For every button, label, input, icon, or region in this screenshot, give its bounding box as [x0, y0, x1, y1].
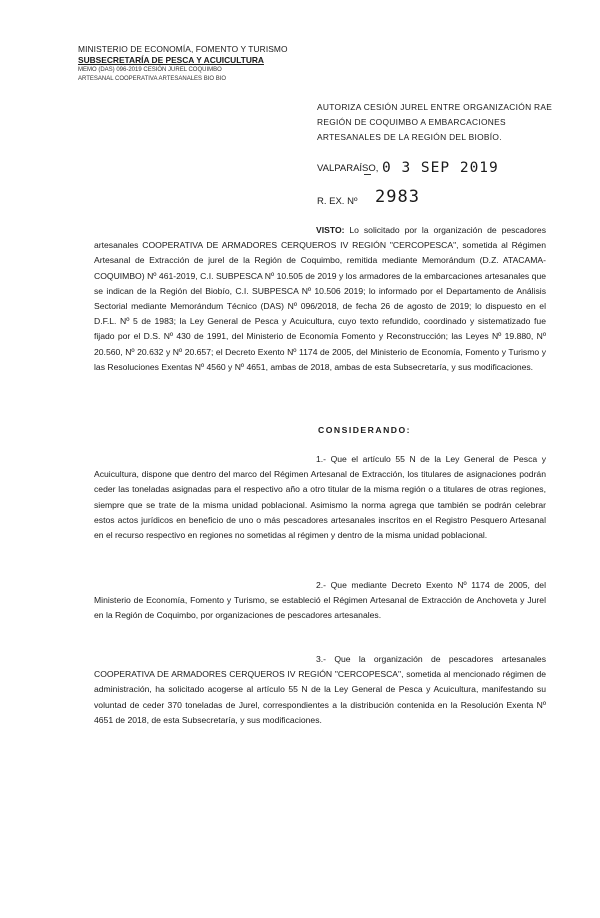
memo-reference-line-1: MEMO (DAS) 096-2019 CESIÓN JUREL COQUIMBO	[78, 67, 222, 73]
date-stamp: 0 3 SEP 2019	[382, 160, 499, 176]
considerando-paragraph-2	[94, 578, 546, 624]
memo-reference-line-2: ARTESANAL COOPERATIVA ARTESANALES BIO BIO	[78, 76, 227, 82]
visto-text: Lo solicitado por la organización de pescadores artesanales COOPERATIVA DE ARMADORES CERQUEROS IV REGIÓN "CERCOPESCA", sometida al Régimen Artesanal de Extracción de jurel de la Región de Coquimbo, remitida mediante Memorándum (D.Z. ATACAMA-COQUIMBO) Nº 461-2019, C.I. SUBPESCA Nº 10.505 de 2019 y los armadores de la embarcaciones artesanales que se indican de la Región del Biobío, C.I. SUBPESCA Nº 10.506 2019; lo informado por el Departamento de Análisis Sectorial mediante Memorándum Técnico (DAS) Nº 096/2018, de fecha 26 de agosto de 2019; lo dispuesto en el D.F.L. Nº 5 de 1983; la Ley General de Pesca y Acuicultura, cuyo texto refundido, coordinado y sistematizado fue fijado por el D.S. Nº 430 de 1991, del Ministerio de Economía Fomento y Reconstrucción; las Leyes Nº 19.880, Nº 20.560, Nº 20.632 y Nº 20.657; el Decreto Exento Nº 1174 de 2005, del Ministerio de Economía, Fomento y Turismo y las Resoluciones Exentas Nº 4560 y Nº 4651, ambas de 2018, ambas de esta Subsecretaría, y sus modificaciones.	[94, 225, 546, 372]
considerando-paragraph-1	[94, 452, 546, 543]
resolution-subject: AUTORIZA CESIÓN JUREL ENTRE ORGANIZACIÓN RAE REGIÓN DE COQUIMBO A EMBARCACIONES ARTESANALES DE LA REGIÓN DEL BIOBÍO.	[317, 102, 553, 142]
considerando-heading: CONSIDERANDO:	[318, 425, 412, 435]
considerando-p2-text: 2.- Que mediante Decreto Exento Nº 1174 de 2005, del Ministerio de Economía, Fomento y Turismo, se estableció el Régimen Artesanal de Extracción de Anchoveta y Jurel en la Región de Coquimbo, por organizaciones de pescadores artesanales.	[94, 580, 546, 621]
visto-paragraph	[94, 223, 546, 375]
visto-label: VISTO:	[316, 225, 345, 235]
letterhead	[78, 44, 288, 84]
considerando-paragraph-3	[94, 652, 546, 728]
place-label: VALPARAÍSO,	[317, 163, 379, 174]
ministry-name: MINISTERIO DE ECONOMÍA, FOMENTO Y TURISMO	[78, 44, 288, 54]
considerando-p1-text: 1.- Que el artículo 55 N de la Ley General de Pesca y Acuicultura, dispone que dentro del marco del Régimen Artesanal de Extracción, los titulares de asignaciones podrán ceder las toneladas asignadas para el respectivo año a otro titular de la misma región o a titulares de otras regiones, siempre que se trate de la misma unidad poblacional. Asimismo la norma agrega que también se podrán celebrar estos actos jurídicos en beneficio de uno o más pescadores artesanales inscritos en el Registro Pesquero Artesanal en el recurso respectivo en regiones no sometidas al régimen y dentro de la misma unidad poblacional.	[94, 454, 546, 541]
subsecretaria-name: SUBSECRETARÍA DE PESCA Y ACUICULTURA	[78, 55, 264, 65]
rex-label: R. EX. Nº	[317, 196, 358, 207]
separator-dash	[364, 174, 371, 175]
rex-number: 2983	[375, 187, 420, 207]
considerando-p3-text: 3.- Que la organización de pescadores artesanales COOPERATIVA DE ARMADORES CERQUEROS IV REGIÓN "CERCOPESCA", sometida al mencionado régimen de administración, ha solicitado acogerse al artículo 55 N de la Ley General de Pesca y Acuicultura, manifestando su voluntad de ceder 370 toneladas de Jurel, correspondientes a la distribución contenida en la Resolución Exenta Nº 4651 de 2018, de esta Subsecretaría, y sus modificaciones.	[94, 654, 546, 725]
